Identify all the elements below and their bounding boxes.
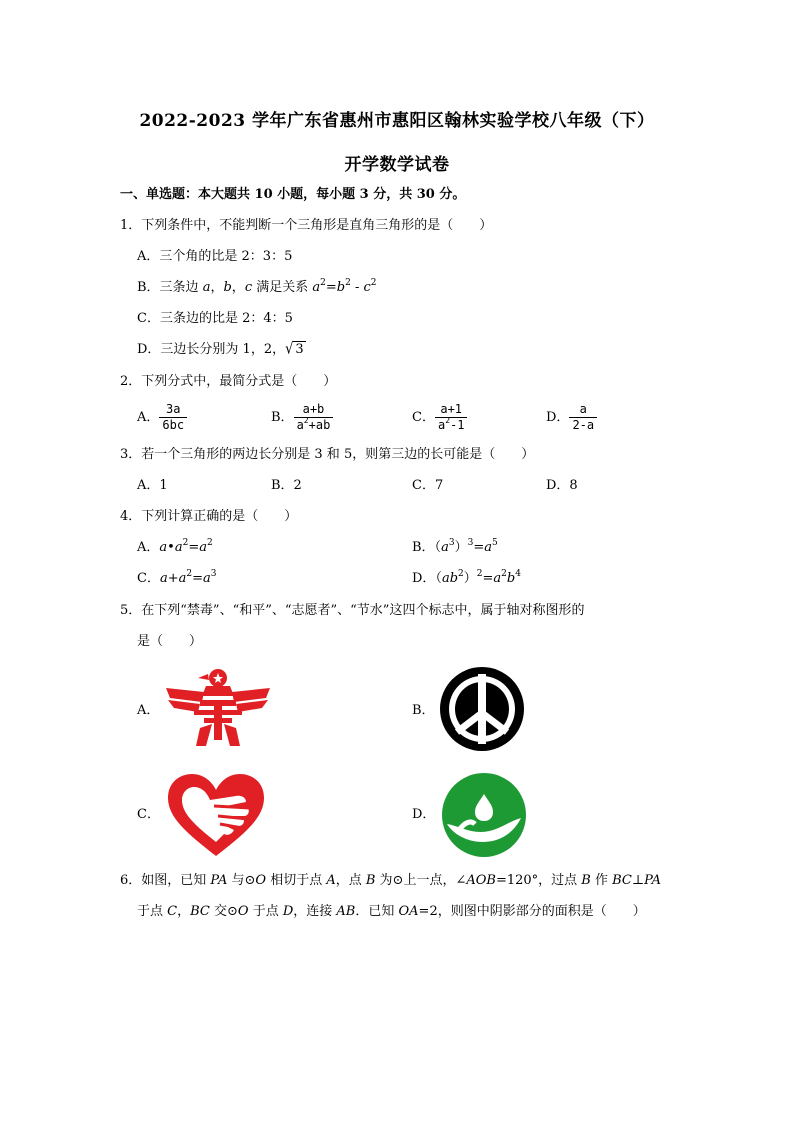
q1-option-b: B．三条边 a，b，c 满足关系 $a^2=b^2 - c^2$ <box>137 277 377 295</box>
question-2-stem: 2．下列分式中，最简分式是（ ） <box>120 374 337 389</box>
exam-title-line1: 2022-2023 学年广东省惠州市惠阳区翰林实验学校八年级（下） <box>139 111 655 131</box>
q3-option-c: C．7 <box>412 478 444 493</box>
water-saving-drop-logo <box>441 772 527 858</box>
question-5-stem-line1: 5．在下列“禁毒”、“和平”、“志愿者”、“节水”这四个标志中，属于轴对称图形的 <box>120 603 585 618</box>
q2-option-c: C． $\frac{a+1}{a^2-1}$ <box>412 402 467 433</box>
q2-option-a: A． $\frac{3a}{6bc}$ <box>137 402 187 433</box>
q2-option-d: D． $\frac{a}{2-a}$ <box>546 402 597 433</box>
question-6-line2: 于点 C，BC 交⊙O 于点 D，连接 AB．已知 OA=2，则图中阴影部分的面积是（ ） <box>137 904 646 919</box>
fraction: $\frac{a+b}{a^2+ab}$ <box>294 402 334 433</box>
q3-option-b: B．2 <box>271 478 302 493</box>
fraction: $\frac{3a}{6bc}$ <box>159 402 187 433</box>
exam-title-line2: 开学数学试卷 <box>344 155 450 175</box>
q3-option-d: D．8 <box>546 478 578 493</box>
q2-option-b: B． $\frac{a+b}{a^2+ab}$ <box>271 402 333 433</box>
volunteer-heart-hand-logo <box>166 772 266 858</box>
q5-option-c-label: C． <box>137 807 160 822</box>
section-heading: 一、单选题：本大题共 10 小题，每小题 3 分，共 30 分。 <box>120 187 466 202</box>
q5-option-a-label: A． <box>137 703 160 718</box>
q4-option-a: A．$a•a^2=a^2$ <box>137 537 213 555</box>
question-3-stem: 3．若一个三角形的两边长分别是 3 和 5，则第三边的长可能是（ ） <box>120 447 535 462</box>
fraction: $\frac{a+1}{a^2-1}$ <box>435 402 468 433</box>
q5-option-d-label: D． <box>412 807 436 822</box>
q4-option-c: C．$a+a^2=a^3$ <box>137 568 217 586</box>
q1-option-a: A．三个角的比是 2：3：5 <box>137 249 293 264</box>
sqrt-symbol: √ 3 <box>285 340 304 359</box>
fraction: $\frac{a}{2-a}$ <box>569 402 597 433</box>
question-5-stem-line2: 是（ ） <box>137 634 203 649</box>
q4-option-b: B．$(a^3)^3=a^5$ <box>412 537 498 555</box>
q3-option-a: A．1 <box>137 478 168 493</box>
q5-option-b-label: B． <box>412 703 435 718</box>
q4-option-d: D．$(ab^2)^2=a^2b^4$ <box>412 568 521 586</box>
question-1-stem: 1．下列条件中，不能判断一个三角形是直角三角形的是（ ） <box>120 218 493 233</box>
q1-option-c: C．三条边的比是 2：4：5 <box>137 311 293 326</box>
question-6-line1: 6．如图，已知 PA 与⊙O 相切于点 A，点 B 为⊙上一点，∠AOB=120°，过点 B 作 BC⊥PA <box>120 873 662 888</box>
anti-drug-eagle-logo <box>164 666 272 752</box>
question-4-stem: 4．下列计算正确的是（ ） <box>120 509 298 524</box>
q1-option-d: D．三边长分别为 1，2，√ 3 <box>137 340 304 359</box>
peace-symbol-logo <box>439 666 525 752</box>
